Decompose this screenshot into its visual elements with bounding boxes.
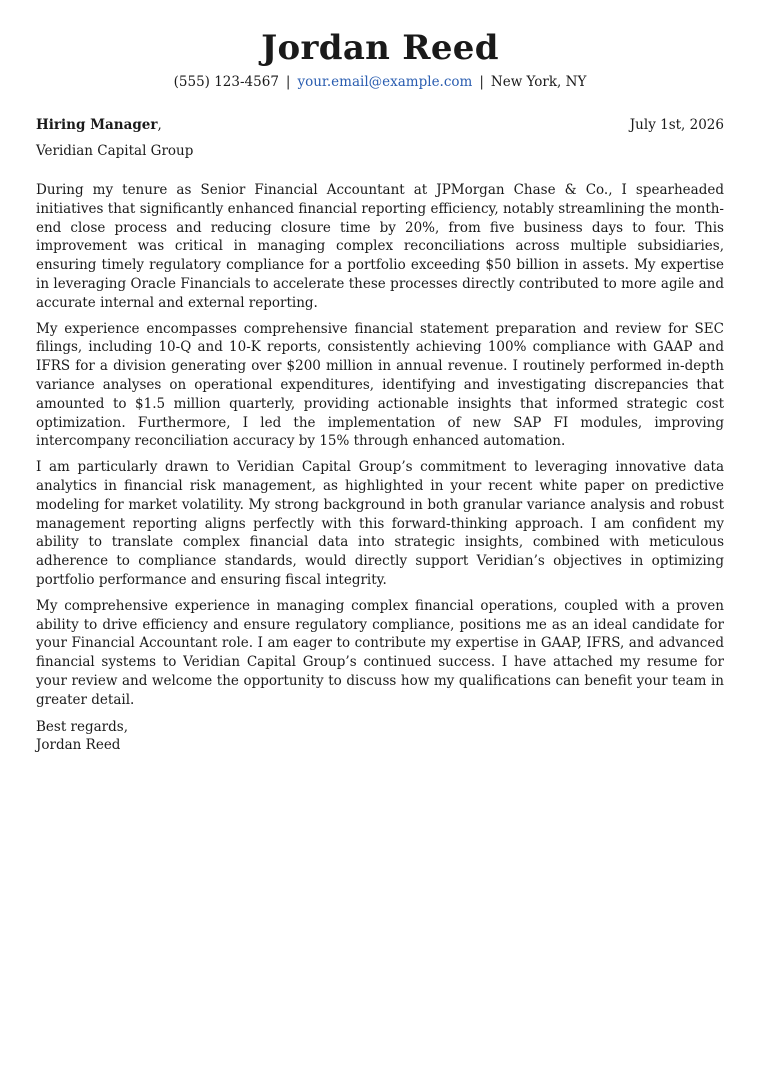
contact-separator: | <box>479 74 484 90</box>
letter-closing <box>36 718 724 756</box>
applicant-name: Jordan Reed <box>261 28 499 68</box>
email-link[interactable]: your.email@example.com <box>297 74 473 90</box>
recipient-company: Veridian Capital Group <box>36 143 194 159</box>
body-paragraph: I am particularly drawn to Veridian Capital Group’s commitment to leveraging innovative data analytics in financial risk management, as highlighted in your recent white paper on predictive modeling for market volatility. My strong background in both granular variance analysis and robust management reporting aligns perfectly with this forward-thinking approach. I am confident my ability to translate complex financial data into strategic insights, combined with meticulous adherence to compliance standards, would directly support Veridian’s objectives in optimizing portfolio performance and ensuring fiscal integrity. <box>36 459 724 588</box>
signature-name: Jordan Reed <box>36 737 121 754</box>
letter-date: July 1st, 2026 <box>629 117 724 133</box>
recipient-row <box>36 115 724 135</box>
recipient-name: Hiring Manager <box>36 117 158 133</box>
body-paragraph: My comprehensive experience in managing complex financial operations, coupled with a proven ability to drive efficiency and ensure regulatory compliance, positions me as an ideal candidate for your Financial Accountant role. I am eager to contribute my expertise in GAAP, IFRS, and advanced financial systems to Veridian Capital Group’s continued success. I have attached my resume for your review and welcome the opportunity to discuss how my qualifications can benefit your team in greater detail. <box>36 597 724 708</box>
location: New York, NY <box>490 74 587 90</box>
closing-phrase: Best regards, <box>36 718 129 735</box>
letter-body <box>36 181 724 710</box>
contact-separator: | <box>285 74 291 90</box>
phone-number: (555) 123-4567 <box>173 74 279 90</box>
body-paragraph: My experience encompasses comprehensive financial statement preparation and review for SEC filings, including 10-Q and 10-K reports, consistently achieving 100% compliance with GAAP and IFRS for a division generating over $200 million in annual revenue. I routinely performed in-depth variance analyses on operational expenditures, identifying and investigating discrepancies that amounted to $1.5 million quarterly, providing actionable insights that informed strategic cost optimization. Furthermore, I led the implementation of new SAP FI modules, improving intercompany reconciliation accuracy by 15% through enhanced automation. <box>36 320 724 450</box>
contact-line <box>36 72 724 92</box>
body-paragraph: During my tenure as Senior Financial Accountant at JPMorgan Chase & Co., I spearheaded initiatives that significantly enhanced financial reporting efficiency, notably streamlining the month-end close process and reducing closure time by 20%, from five business days to four. This improvement was critical in managing complex reconciliations across multiple subsidiaries, ensuring timely regulatory compliance for a portfolio exceeding $50 billion in assets. My expertise in leveraging Oracle Financials to accelerate these processes directly contributed to more agile and accurate internal and external reporting. <box>36 182 724 311</box>
recipient-name-suffix: , <box>157 117 162 133</box>
recipient-salutation <box>36 115 162 135</box>
